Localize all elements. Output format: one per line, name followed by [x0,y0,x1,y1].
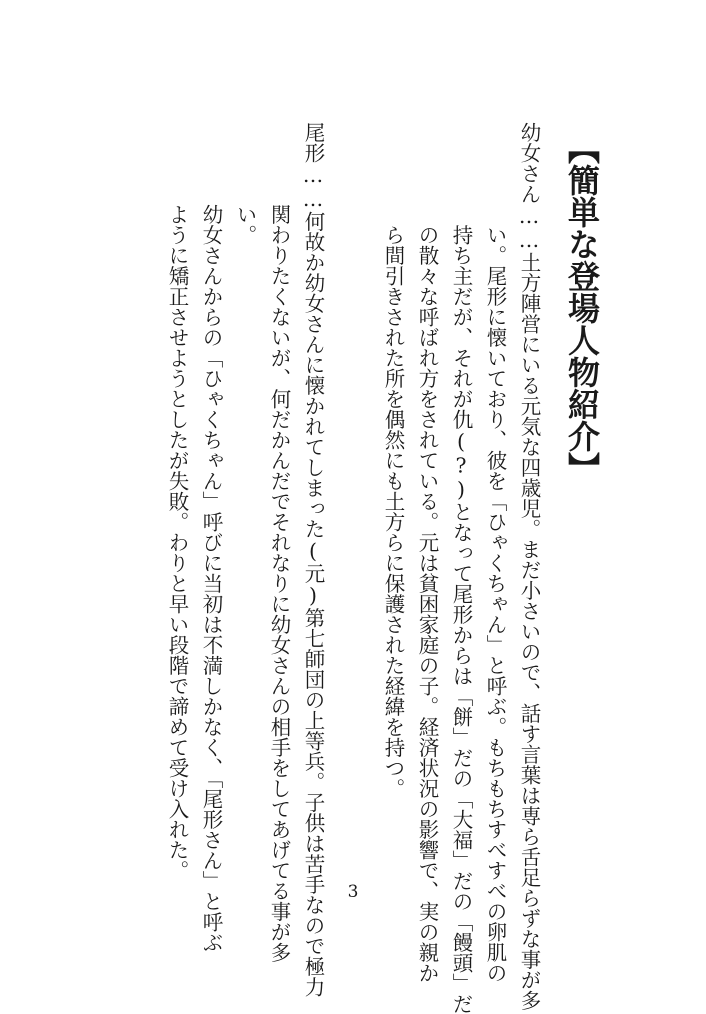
entry-2-line-3: い。 [233,122,257,245]
entry-1-line-4: の散々な呼ばれ方をされている。元は貧困家庭の子。経済状況の影響で、実の親か [415,122,439,983]
entry-2-line-1: 尾形……何故か幼女さんに懐かれてしまった(元)第七師団の上等兵。子供は苦手なので極力 [301,122,325,997]
section-heading: 【簡単な登場人物紹介】 [563,132,601,484]
entry-2-line-2: 関わりたくないが、何だかんだでそれなりに幼女さんの相手をしてあげてる事が多 [267,122,291,963]
entry-1-line-1: 幼女さん……土方陣営にいる元気な四歳児。まだ小さいので、話す言葉は専ら舌足らずな事が多 [517,122,541,1011]
entry-1-line-3: 持ち主だが、それが仇(?)となって尾形からは「餅」だの「大福」だの「饅頭」だ [449,122,473,1014]
entry-2-line-4: 幼女さんからの「ひゃくちゃん」呼びに当初は不満しかなく、「尾形さん」と呼ぶ [199,122,223,953]
page-number: 3 [347,882,359,902]
entry-1-line-2: い。尾形に懐いており、彼を「ひゃくちゃん」と呼ぶ。もちもちすべすべの卵肌の [483,122,507,983]
entry-2-line-5: ように矯正させようとしたが失敗。わりと早い段階で諦めて受け入れた。 [165,122,189,881]
entry-1-line-5: ら間引きされた所を偶然にも土方らに保護された経緯を持つ。 [381,122,405,799]
